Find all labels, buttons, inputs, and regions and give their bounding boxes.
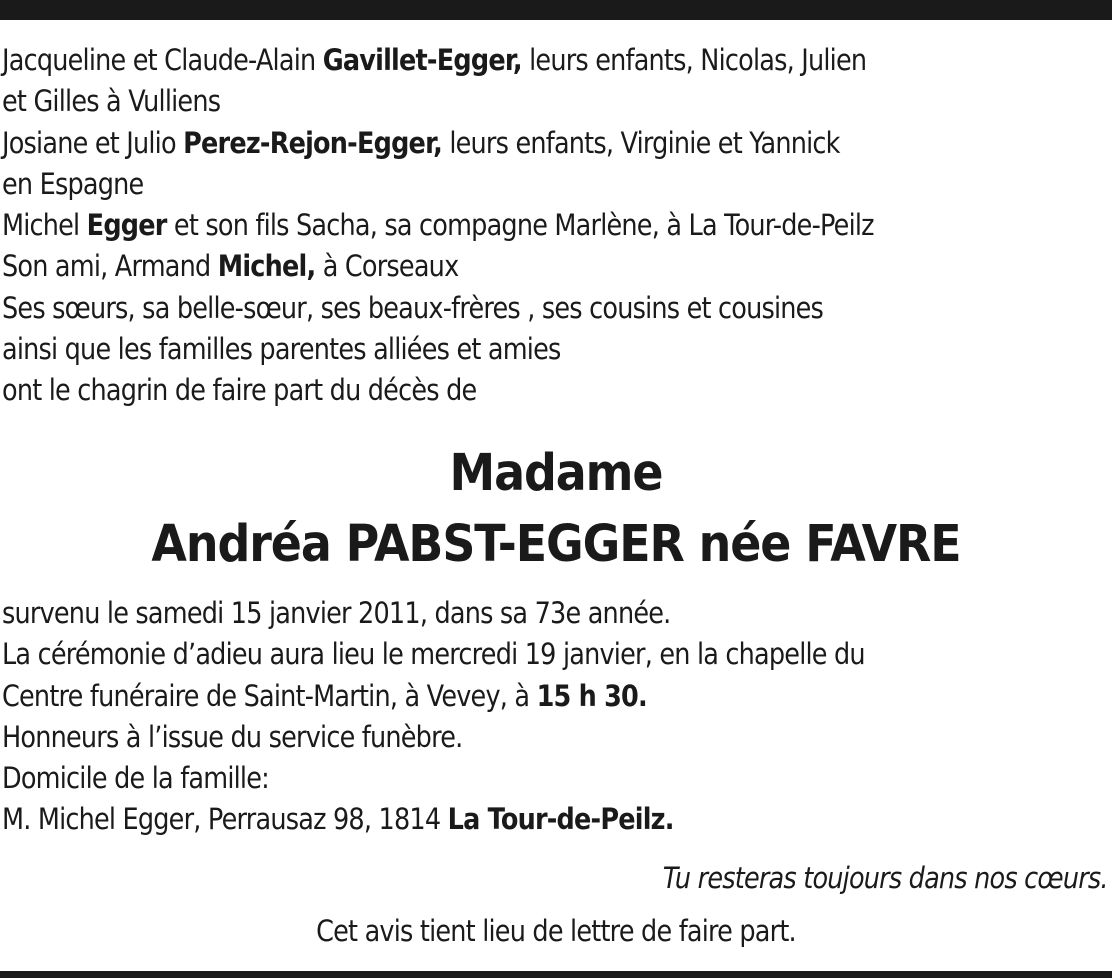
intro-line-5: Michel Egger et son fils Sacha, sa compagne Marlène, à La Tour-de-Peilz bbox=[2, 208, 874, 243]
intro-line-2: et Gilles à Vulliens bbox=[2, 84, 221, 119]
top-rule bbox=[0, 0, 1112, 20]
intro-line-1: Jacqueline et Claude-Alain Gavillet-Egger, leurs enfants, Nicolas, Julien bbox=[2, 43, 867, 77]
details-line-4: Honneurs à l’issue du service funèbre. bbox=[2, 719, 463, 754]
intro-line-8: ainsi que les familles parentes alliées et amies bbox=[2, 332, 561, 367]
deceased-name-block bbox=[0, 438, 1112, 580]
family-name-michel: Michel, bbox=[217, 249, 316, 284]
details-line-2: La cérémonie d’adieu aura lieu le mercredi 19 janvier, en la chapelle du bbox=[2, 637, 865, 672]
bottom-rule bbox=[0, 971, 1112, 978]
notice-line: Cet avis tient lieu de lettre de faire part. bbox=[316, 914, 796, 948]
intro-line-7: Ses sœurs, sa belle-sœur, ses beaux-frères , ses cousins et cousines bbox=[2, 290, 824, 325]
family-address-town: La Tour-de-Peilz. bbox=[447, 802, 674, 837]
details-line-6: M. Michel Egger, Perrausaz 98, 1814 La Tour-de-Peilz. bbox=[2, 802, 674, 837]
closing-phrase: Tu resteras toujours dans nos cœurs. bbox=[662, 861, 1108, 895]
family-name-egger: Egger bbox=[86, 208, 167, 243]
family-name-gavillet-egger: Gavillet-Egger, bbox=[322, 43, 522, 77]
intro-line-6: Son ami, Armand Michel, à Corseaux bbox=[2, 249, 459, 284]
ceremony-time: 15 h 30. bbox=[536, 678, 647, 713]
family-name-perez-rejon-egger: Perez-Rejon-Egger, bbox=[183, 125, 443, 160]
intro-line-4: en Espagne bbox=[2, 166, 144, 201]
details-line-5: Domicile de la famille: bbox=[2, 761, 269, 796]
deceased-name: Andréa PABST-EGGER née FAVRE bbox=[151, 515, 961, 574]
family-announcement bbox=[2, 40, 1110, 412]
details-line-3: Centre funéraire de Saint-Martin, à Vevey, à 15 h 30. bbox=[2, 678, 647, 713]
details-line-1: survenu le samedi 15 janvier 2011, dans sa 73e année. bbox=[2, 596, 671, 630]
intro-line-3: Josiane et Julio Perez-Rejon-Egger, leurs enfants, Virginie et Yannick bbox=[2, 125, 840, 160]
ceremony-details bbox=[2, 593, 1110, 841]
deceased-title: Madame bbox=[449, 444, 663, 503]
intro-line-9: ont le chagrin de faire part du décès de bbox=[2, 373, 477, 408]
